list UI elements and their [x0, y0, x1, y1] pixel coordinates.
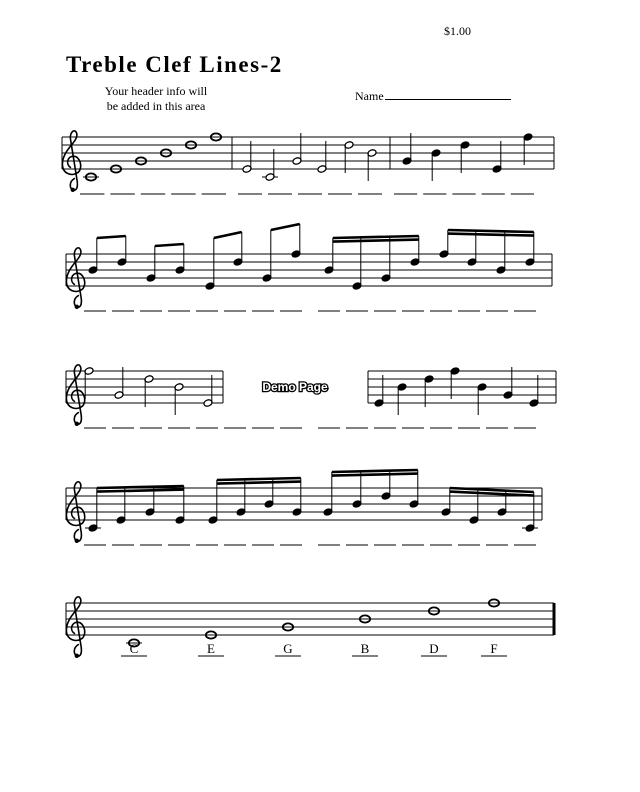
note-E4	[203, 375, 213, 407]
note-C4	[522, 524, 538, 533]
note-B4	[477, 383, 487, 415]
treble-clef-tail-icon	[75, 654, 79, 658]
note-B4	[174, 383, 184, 415]
treble-clef-icon	[66, 597, 84, 656]
treble-clef-tail-icon	[75, 422, 79, 426]
note-C4	[83, 173, 99, 180]
beam-group	[97, 486, 184, 528]
beam-primary	[333, 236, 419, 238]
note-F5	[450, 367, 460, 399]
beam-primary	[332, 470, 418, 472]
staff-system-2	[66, 224, 552, 311]
treble-clef-icon	[66, 248, 84, 307]
note-name-label: C	[129, 641, 139, 656]
staff-system-4	[66, 470, 542, 545]
treble-clef-icon	[62, 131, 80, 190]
note-D5	[344, 141, 354, 173]
note-D5	[424, 375, 434, 407]
note-G4	[503, 367, 513, 399]
note-name-label: B	[360, 641, 370, 656]
note-name-label: D	[429, 641, 439, 656]
beam-secondary	[448, 234, 534, 236]
treble-clef-tail-icon	[71, 188, 75, 192]
note-E4	[492, 141, 502, 173]
beam-primary	[214, 232, 242, 238]
note-E4	[317, 141, 327, 173]
demo-page-watermark: Demo Page	[262, 380, 328, 394]
note-G4	[114, 367, 124, 399]
beam-secondary	[332, 474, 418, 476]
note-B4	[397, 383, 407, 415]
treble-clef-tail-icon	[75, 539, 79, 543]
note-B4	[431, 149, 441, 181]
beam-primary	[97, 236, 126, 238]
note-name-label: E	[207, 641, 215, 656]
treble-clef-icon	[66, 482, 84, 541]
page-title: Treble Clef Lines-2	[66, 52, 283, 77]
treble-clef-tail-icon	[75, 305, 79, 309]
note-G4	[292, 133, 302, 165]
note-D5	[144, 375, 154, 407]
beam-primary	[217, 478, 301, 480]
beam-primary	[448, 230, 534, 232]
note-name-label: G	[283, 641, 293, 656]
note-F5	[523, 133, 533, 165]
beam-secondary	[333, 240, 419, 242]
price-label: $1.00	[444, 24, 471, 38]
note-E4	[529, 375, 539, 407]
beam-primary	[155, 244, 184, 246]
note-G4	[402, 133, 412, 165]
staff-system-5	[66, 597, 554, 658]
beam-secondary	[97, 490, 184, 492]
beam-group	[450, 488, 534, 528]
staff-system-3	[66, 365, 556, 428]
beam-secondary	[217, 482, 301, 484]
note-F5	[84, 367, 94, 399]
header-note-line-1: Your header info will	[104, 84, 208, 98]
note-B4	[367, 149, 377, 181]
beam-group	[448, 230, 534, 270]
note-name-label: F	[490, 641, 498, 656]
beam-group	[332, 470, 418, 512]
note-D5	[460, 141, 470, 173]
beam-primary	[271, 224, 300, 230]
treble-clef-icon	[66, 365, 84, 424]
note-C4	[85, 524, 101, 533]
name-label: Name	[355, 89, 384, 103]
note-C4	[262, 149, 278, 181]
staff-system-1	[62, 131, 554, 194]
note-E4	[374, 375, 384, 407]
header-note-line-2: be added in this area	[106, 99, 206, 113]
note-E4	[242, 141, 252, 173]
beam-group	[217, 478, 301, 520]
